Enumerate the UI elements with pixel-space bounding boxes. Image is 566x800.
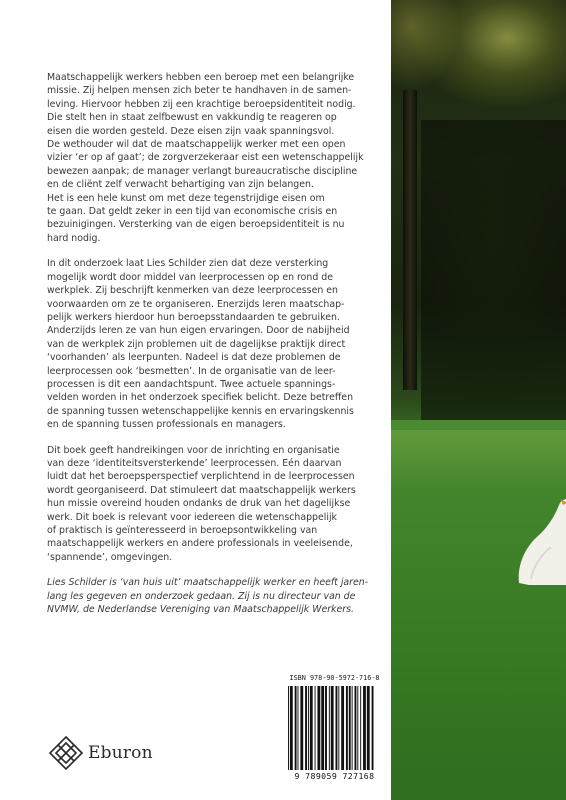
barcode-bar: [295, 686, 297, 770]
barcode-bar: [315, 686, 316, 770]
barcode-bar: [341, 686, 344, 770]
isbn-barcode-block: [278, 670, 391, 790]
barcode-bar: [288, 686, 289, 770]
barcode-bar: [321, 686, 324, 770]
barcode-bar: [300, 686, 303, 770]
author-bio: Lies Schilder is ‘van huis uit’ maatschappelijk werker en heeft jaren- lang les gegeven en onderzoek gedaan. Zij is nu directeur van de NVMW, de Nederlandse Vereniging van Maatschappelijk Werkers.: [47, 577, 369, 616]
barcode-bar: [336, 686, 338, 770]
barcode-bar: [298, 686, 299, 770]
barcode-bar: [338, 686, 339, 770]
barcode-bar: [357, 686, 358, 770]
barcode-bar: [360, 686, 361, 770]
barcode-bar: [367, 686, 370, 770]
barcode-bar: [355, 686, 357, 770]
barcode-bar: [325, 686, 327, 770]
barcode: [286, 686, 384, 770]
barcode-bar: [331, 686, 334, 770]
barcode-bar: [310, 686, 313, 770]
blurb-paragraph: Maatschappelijk werkers hebben een beroep met een belangrijke missie. Zij helpen mensen zich beter te handhaven in de samen- leving. Hiervoor hebben zij een krachtige beroepsidentiteit nodig. Die stelt hen in staat zelfbewust en vakkundig te reageren op eisen die worden gesteld. Deze eisen zijn vaak spanningsvol. De wethouder wil dat de maatschappelijk werker met een open vizier ‘er op af gaat’; de zorgverzekeraar eist een wetenschappelijk bewezen aanpak; de manager verlangt bureaucratische discipline en de cliënt zelf verwacht behartiging van zijn belangen. Het is een hele kunst om met deze tegenstrijdige eisen om te gaan. Dat geldt zeker in een tijd van economische crisis en bezuinigingen. Versterking van de eigen beroepsidentiteit is nu hard nodig.: [47, 72, 364, 244]
barcode-bar: [372, 686, 374, 770]
barcode-bar: [290, 686, 293, 770]
isbn-label: ISBN 978-90-5972-716-8: [289, 674, 380, 682]
blurb-paragraph: In dit onderzoek laat Lies Schilder zien dat deze versterking mogelijk wordt door middel van leerprocessen op en rond de werkplek. Zij beschrijft kenmerken van deze leerprocessen en voorwaarden om ze te organiseren. Enerzijds leren maatschap- pelijk werkers hierdoor hun beroepsstandaarden te gebruiken. Anderzijds leren ze van hun eigen ervaringen. Door de nabijheid van de werkplek zijn problemen uit de dagelijkse praktijk direct ‘voorhanden’ als leerpunten. Nadeel is dat deze problemen de leerprocessen ook ‘besmetten’. In de organisatie van de leer- processen is dit een aandachtspunt. Twee actuele spannings- velden worden in het onderzoek specifiek belicht. Deze betreffen de spanning tussen wetenschappelijke kennis en ervaringskennis en de spanning tussen professionals en managers.: [47, 258, 354, 431]
eburon-diamond-logo-icon: [48, 735, 84, 771]
barcode-bar: [346, 686, 348, 770]
barcode-bar: [329, 686, 330, 770]
blurb: [47, 71, 377, 628]
barcode-number: 9 789059 727168: [294, 771, 375, 781]
barcode-bar: [349, 686, 351, 770]
publisher-name: Eburon: [88, 743, 153, 763]
blurb-paragraph: Dit boek geeft handreikingen voor de inrichting en organisatie van deze ‘identiteitsversterkende’ leerprocessen. Eén daarvan luidt dat het beroepsperspectief verplichtend in de leerprocessen wordt georganiseerd. Dat stimuleert dat maatschappelijk werkers hun missie overeind houden ondanks de druk van het dagelijkse werk. Dit boek is relevant voor iedereen die wetenschappelijk of praktisch is geïnteresseerd in beroepsontwikkeling van maatschappelijk werkers en andere professionals in veeleisende, ‘spannende’, omgevingen.: [47, 444, 356, 563]
goose-icon: [509, 495, 566, 585]
barcode-bar: [317, 686, 320, 770]
barcode-bar: [308, 686, 309, 770]
barcode-bar: [305, 686, 307, 770]
barcode-bar: [352, 686, 353, 770]
publisher-logo: [48, 733, 153, 773]
barcode-bar: [363, 686, 366, 770]
cover-photo: [391, 0, 566, 800]
